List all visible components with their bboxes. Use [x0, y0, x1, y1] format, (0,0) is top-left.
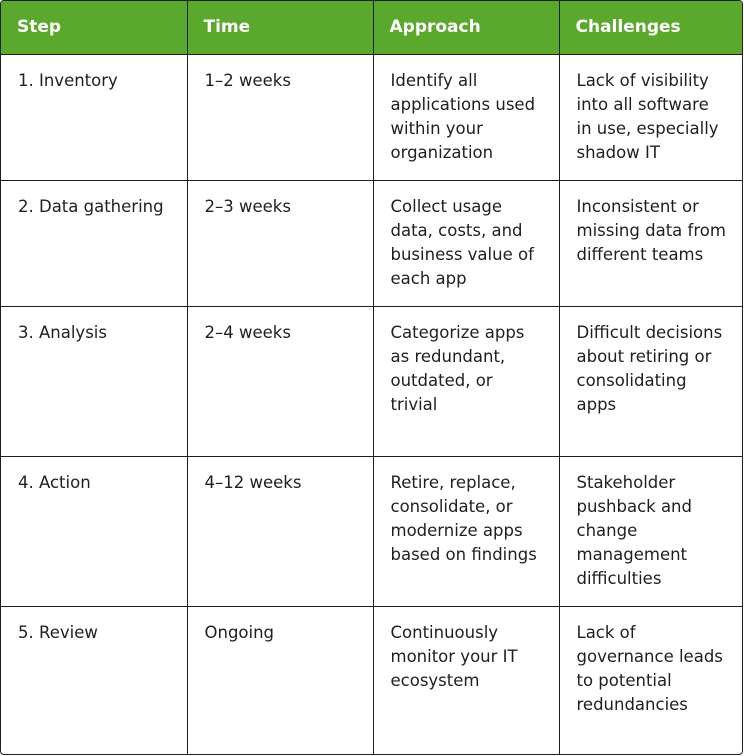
cell-challenges: Lack of governance leads to potential redundancies [576, 622, 723, 714]
process-table-grid [1, 1, 742, 755]
cell-challenges: Stakeholder pushback and change management difficulties [559, 456, 742, 606]
cell-time: Ongoing [187, 606, 373, 755]
cell-approach: Continuously monitor your IT ecosystem [373, 606, 559, 755]
cell-challenges: Lack of visibility into all software in use, especially shadow IT [559, 54, 742, 180]
cell-step: 4. Action [1, 456, 187, 606]
table-header-row [1, 1, 742, 54]
table-row [1, 306, 742, 456]
cell-step: 1. Inventory [1, 54, 187, 180]
table-row [1, 54, 742, 180]
cell-challenges: Difficult decisions about retiring or consolidating apps [559, 306, 742, 456]
header-approach: Approach [373, 1, 559, 54]
table-row [1, 456, 742, 606]
cell-approach: Collect usage data, costs, and business value of each app [373, 180, 559, 306]
cell-time: 2–4 weeks [187, 306, 373, 456]
cell-time: 4–12 weeks [187, 456, 373, 606]
cell-approach: Identify all applications used within your organization [373, 54, 559, 180]
header-challenges: Challenges [559, 1, 742, 54]
cell-time: 1–2 weeks [187, 54, 373, 180]
table-row [1, 606, 742, 755]
cell-step: 3. Analysis [1, 306, 187, 456]
header-time: Time [187, 1, 373, 54]
cell-step: 2. Data gathering [1, 180, 187, 306]
cell-step: 5. Review [1, 606, 187, 755]
cell-challenges: Inconsistent or missing data from different teams [559, 180, 742, 306]
cell-approach: Retire, replace, consolidate, or modernize apps based on findings [373, 456, 559, 606]
cell-time: 2–3 weeks [187, 180, 373, 306]
header-step: Step [1, 1, 187, 54]
cell-approach: Categorize apps as redundant, outdated, or trivial [373, 306, 559, 456]
table-row [1, 180, 742, 306]
